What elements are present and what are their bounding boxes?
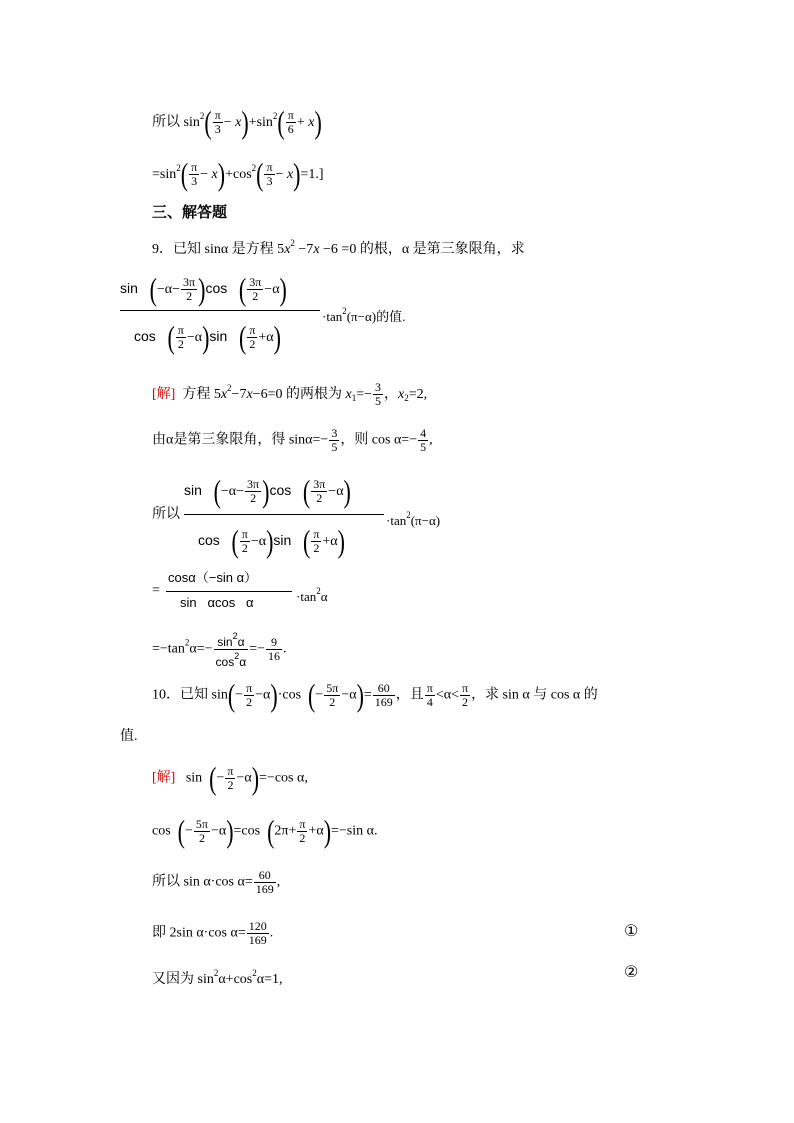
solution-9-line-1: [解] 方程 $5x^2-7x-6=0$ 的两根为 $x_1=-$ $\frac{3}{5}$ ，$x_2=2$,: [152, 380, 428, 409]
numerator: cosα（−sin α）: [168, 570, 258, 585]
section-heading: 三、解答题: [152, 205, 228, 221]
question-10: 10．已知 sin(− $\frac{\pi}{2}$ −α)·cos (− $\frac{5\pi}{2}$ −α)= $\frac{60}{169}$ ，且 $\frac{\pi}{4}$ <α< $\frac{\pi}{2}$ ，求 sin α 与 cos α 的: [152, 676, 598, 713]
solution-9-line-4: = cosα（−sin α） sin αcos α $\cdot\tan^2\alpha$: [152, 570, 328, 610]
derivation-line-2: $=\sin^2$( $\frac{\pi}{3}$ − $x)+\cos^2$( $\frac{\pi}{3}$ − x)=1.]: [152, 155, 324, 193]
solution-9-line-2: 由α是第三象限角，得 sinα=− $\frac{3}{5}$ ，则 cos α=− $\frac{4}{5}$ ,: [152, 426, 433, 454]
solution-9-line-5: $=-\tan^2\alpha=-$ $\frac{\sin^2\alpha}{\cos^2\alpha}$ =− $\frac{9}{16}$ .: [152, 631, 287, 669]
derivation-line-1: 所以 $\sin^2$( $\frac{\pi}{3}$ − $x)+\sin^2$( $\frac{\pi}{6}$ + x): [152, 103, 322, 141]
solution-10-line-1: [解] sin (− $\frac{\pi}{2}$ −α)=−cos α,: [152, 759, 308, 796]
solution-10-line-4: 即 2sin α·cos α= $\frac{120}{169}$ .: [152, 919, 274, 947]
solution-10-line-5: 又因为 $\sin^2\alpha+\cos^2\alpha=1$,: [152, 968, 283, 987]
question-9: 9．已知 sinα 是方程 $5x^2 -7x -6 =0$ 的根，α 是第三象限角，求: [152, 238, 525, 257]
tail-text: =1.]: [300, 167, 324, 182]
question-9-fraction: sin (−α− $\frac{3\pi}{2}$ )cos ( $\frac{3\pi}{2}$ −α) cos ( $\frac{\pi}{2}$ −α)sin ( $\frac{\pi}{2}$ +α) $\cdot\tan^2(\pi-\alpha)$的值.: [120, 270, 406, 355]
equation-marker-2: ②: [624, 964, 639, 981]
solution-10-line-2: cos (− $\frac{5\pi}{2}$ −α)=cos (2π+ $\frac{\pi}{2}$ +α)=−sin α.: [152, 812, 378, 849]
equation-marker-1: ①: [624, 923, 639, 940]
solution-10-line-3: 所以 sin α·cos α= $\frac{60}{169}$ ,: [152, 868, 281, 896]
question-10-tail: 值.: [120, 729, 138, 744]
text: 所以: [152, 507, 180, 522]
solution-tag: [解]: [152, 387, 176, 402]
solution-tag: [解]: [152, 770, 176, 786]
text: 所以: [152, 115, 180, 130]
solution-9-fraction: 所以 sin (−α− $\frac{3\pi}{2}$ )cos ( $\frac{3\pi}{2}$ −α) cos ( $\frac{\pi}{2}$ −α)sin ( $\frac{\pi}{2}$ +α) $\cdot\tan^2(\pi-\alpha)$: [152, 472, 441, 559]
